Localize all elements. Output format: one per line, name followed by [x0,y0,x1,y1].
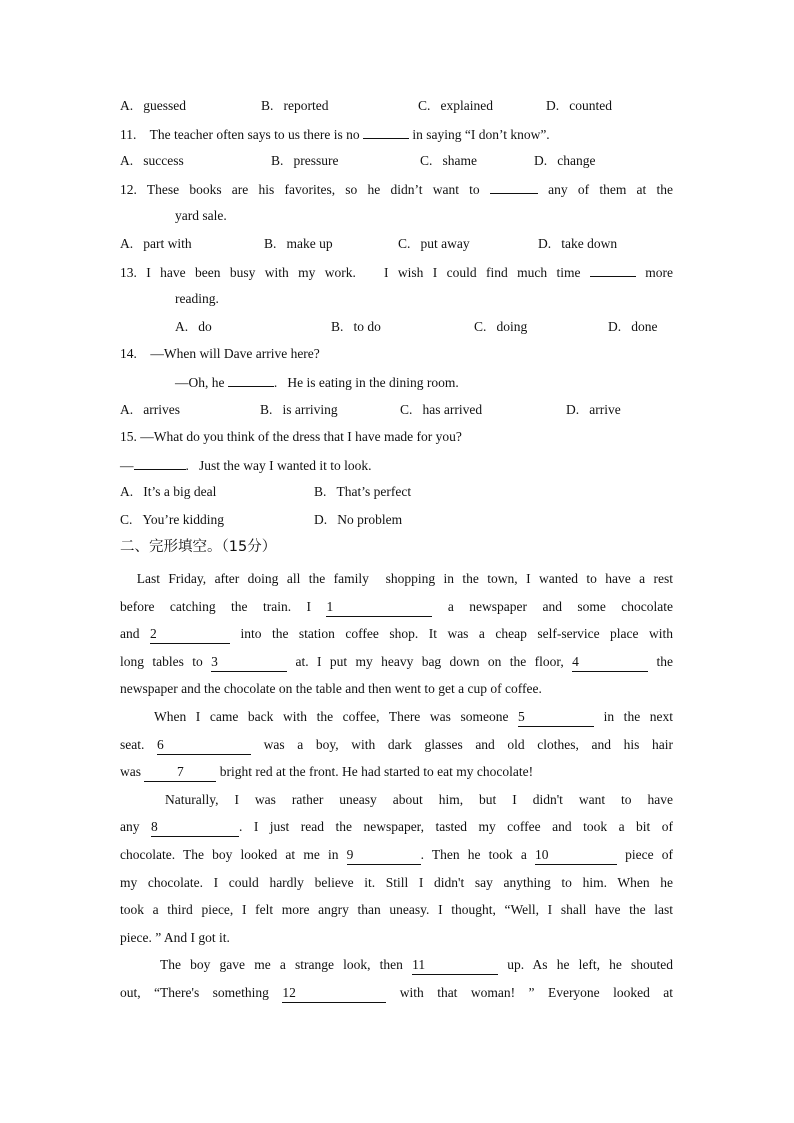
section-title: 二、完形填空。（15分） [120,538,277,555]
passage-line [120,813,673,841]
passage-line [120,979,673,1007]
cloze-blank-3[interactable]: 3 [211,653,287,672]
option-b: B. make up [264,235,333,251]
question-14 [120,340,673,368]
option-d: D. counted [546,98,612,113]
passage-text: at. I put my heavy bag down on the floor, [295,653,564,669]
passage-line [120,648,673,676]
cloze-blank-11[interactable]: 11 [412,956,498,975]
option-c: C. You’re kidding [120,511,225,527]
passage-text: the [656,653,673,669]
question-text: more [645,264,674,280]
passage-line [120,731,673,759]
question-13 [120,258,673,286]
cloze-blank-8[interactable]: 8 [151,818,239,837]
passage-text: any [120,819,140,835]
passage-text: in the next [603,709,673,725]
q15-options-row1 [120,478,673,506]
option-c: C. doing [474,318,528,334]
option-d: D. done [608,318,658,334]
answer-blank[interactable] [590,258,636,277]
cloze-blank-1[interactable]: 1 [326,598,432,617]
passage-line [120,620,673,648]
passage-line: my chocolate. I could hardly believe it. Still I didn't say anything to him. When he [120,874,673,890]
passage-line [120,703,673,731]
question-13-cont: reading. [175,291,219,307]
option-a: A. part with [120,235,192,251]
passage-line [120,951,673,979]
question-text: . Just the way I wanted it to look. [185,457,372,473]
passage-line: piece. ” And I got it. [120,929,230,945]
question-text: in saying “I don’t know”. [412,126,550,142]
option-d: D. take down [538,235,618,251]
option-d: D. No problem [314,511,403,527]
option-a: A. do [175,318,212,334]
question-15-reply [120,451,673,479]
answer-blank[interactable] [134,451,186,470]
passage-line [120,758,673,786]
passage-line: newspaper and the chocolate on the table and then went to get a cup of coffee. [120,681,542,697]
question-number: 14. [120,346,137,362]
question-text: — [120,457,134,473]
question-text: —Oh, he [175,374,225,390]
q10-options [120,92,673,120]
cloze-blank-4[interactable]: 4 [572,653,648,672]
q14-options [120,396,673,424]
question-15: 15. —What do you think of the dress that I have made for you? [120,429,462,445]
option-b: B. is arriving [260,401,338,417]
passage-text: chocolate. The boy looked at me in [120,847,339,863]
passage-text: was a boy, with dark glasses and old clothes, and his hair [263,736,674,752]
option-a: A. guessed [120,98,186,113]
passage-text: with that woman! ” Everyone looked at [399,985,674,1000]
answer-blank[interactable] [490,175,538,194]
passage-text: When I came back with the coffee, There was someone [154,709,509,725]
passage-text: was [120,764,141,780]
question-12-cont: yard sale. [175,208,227,224]
cloze-blank-10[interactable]: 10 [535,846,617,865]
passage-line: took a third piece, I felt more angry than uneasy. I thought, “Well, I shall have the last [120,902,673,918]
passage-text: out, “There's something [120,985,269,1000]
q15-options-row2 [120,506,673,534]
option-b: B. That’s perfect [314,484,412,500]
question-number: 13. [120,264,137,280]
passage-line [120,593,673,621]
question-number: 12. [120,181,137,197]
q13-options [120,313,673,341]
passage-text: long tables to [120,653,203,669]
option-a: A. It’s a big deal [120,484,217,500]
question-text: The teacher often says to us there is no [149,126,360,142]
cloze-blank-7[interactable]: 7 [144,763,216,782]
passage-text: before catching the train. I [120,598,312,614]
passage-line [120,841,673,869]
passage-text: The boy gave me a strange look, then [160,957,403,973]
option-b: B. to do [331,318,381,334]
option-c: C. explained [418,98,493,113]
passage-text: . I just read the newspaper, tasted my coffee and took a bit of [238,819,674,835]
question-14-reply [120,368,673,396]
option-c: C. put away [398,235,470,251]
option-a: A. success [120,153,184,169]
passage-text: bright red at the front. He had started to eat my chocolate! [219,764,534,780]
question-11 [120,120,673,148]
option-c: C. shame [420,153,477,169]
option-a: A. arrives [120,401,180,417]
q11-options [120,147,673,175]
question-text: —When will Dave arrive here? [150,346,320,362]
answer-blank[interactable] [363,120,409,139]
exam-page [120,92,673,1007]
cloze-blank-12[interactable]: 12 [282,984,386,1003]
cloze-blank-9[interactable]: 9 [347,846,421,865]
cloze-passage [120,565,673,1007]
option-c: C. has arrived [400,401,483,417]
option-b: B. reported [261,98,329,113]
passage-text: . Then he took a [420,847,527,863]
passage-text: seat. [120,736,145,752]
option-d: D. arrive [566,401,621,417]
passage-text: piece of [625,847,674,863]
question-text: These books are his favorites, so he didn’t want to [146,181,480,197]
question-number: 11. [120,126,137,142]
q12-options [120,230,673,258]
question-12 [120,175,673,203]
passage-text: a newspaper and some chocolate [447,598,674,614]
passage-line: Last Friday, after doing all the family shopping in the town, I wanted to have a rest [120,571,673,587]
passage-text: and [120,626,140,642]
question-text: any of them at the [548,181,674,197]
cloze-blank-6[interactable]: 6 [157,736,251,755]
cloze-blank-2[interactable]: 2 [150,625,230,644]
answer-blank[interactable] [228,368,274,387]
question-text: . He is eating in the dining room. [273,374,459,390]
passage-text: into the station coffee shop. It was a cheap self-service place with [240,626,674,642]
cloze-blank-5[interactable]: 5 [518,708,594,727]
passage-line: Naturally, I was rather uneasy about him, but I didn't want to have [165,791,673,807]
option-d: D. change [534,153,596,169]
option-b: B. pressure [271,153,339,169]
passage-text: up. As he left, he shouted [507,957,674,973]
question-text: I have been busy with my work. I wish I could find much time [146,264,581,280]
